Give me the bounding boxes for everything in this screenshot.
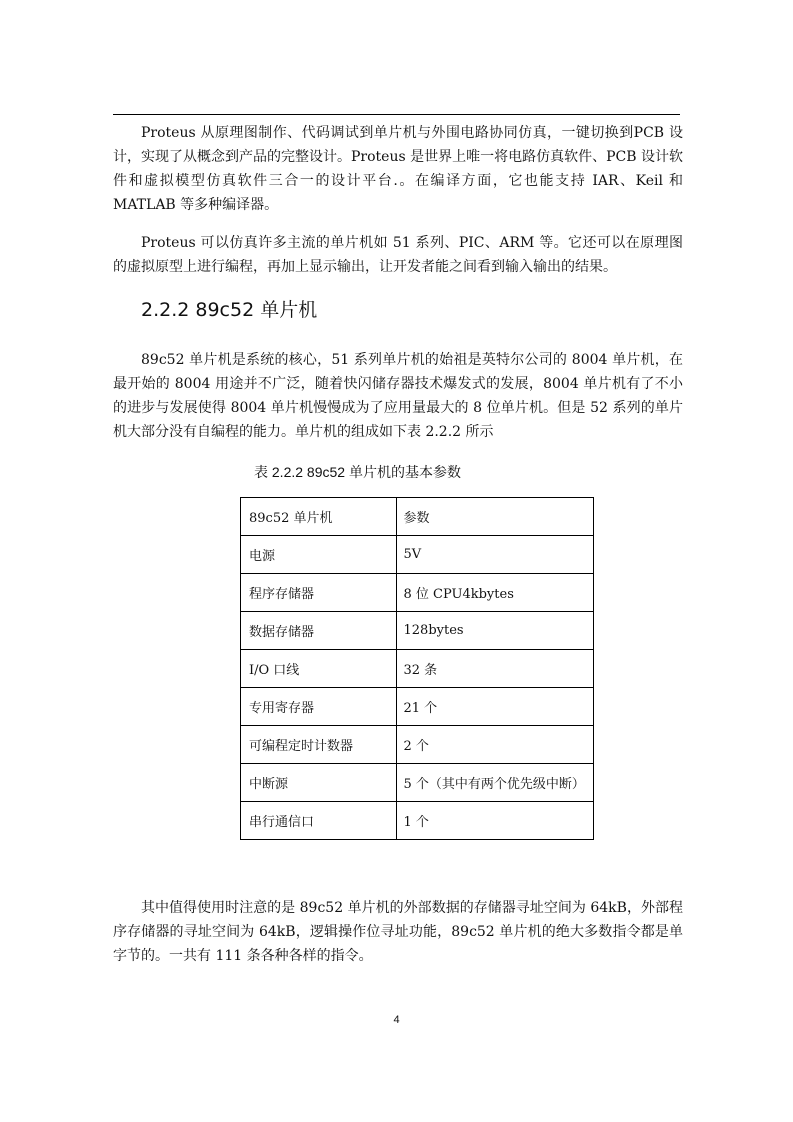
table-cell-label: 电源 bbox=[241, 536, 397, 574]
table-cell-value: 32 条 bbox=[396, 650, 594, 688]
section-heading: 2.2.2 89c52 单片机 bbox=[141, 299, 318, 321]
table-cell-label: 89c52 单片机 bbox=[241, 498, 397, 536]
table-row bbox=[241, 726, 594, 764]
table-row bbox=[241, 650, 594, 688]
table-cell-label: 中断源 bbox=[241, 764, 397, 802]
parameter-table bbox=[240, 497, 594, 840]
table-row bbox=[241, 764, 594, 802]
table-cell-value: 1 个 bbox=[396, 802, 594, 840]
page-number: 4 bbox=[393, 1014, 400, 1026]
table-row bbox=[241, 536, 594, 574]
table-row bbox=[241, 498, 594, 536]
paragraph-proteus-mcu: Proteus 可以仿真许多主流的单片机如 51 系列、PIC、ARM 等。它还可以在原理图的虚拟原型上进行编程，再加上显示输出，让开发者能之间看到输入输出的结果。 bbox=[113, 235, 683, 275]
table-cell-label: I/O 口线 bbox=[241, 650, 397, 688]
table-cell-value: 128bytes bbox=[396, 612, 594, 650]
table-cell-value: 21 个 bbox=[396, 688, 594, 726]
paragraph-mcu-notes: 其中值得使用时注意的是 89c52 单片机的外部数据的存储器寻址空间为 64kB，外部程序存储器的寻址空间为 64kB，逻辑操作位寻址功能，89c52 单片机的绝大多数指令都是单字节的。一共有 111 条各种各样的指令。 bbox=[113, 900, 683, 964]
header-rule bbox=[113, 114, 680, 115]
table-cell-value: 参数 bbox=[396, 498, 594, 536]
table-row bbox=[241, 688, 594, 726]
table-cell-label: 可编程定时计数器 bbox=[241, 726, 397, 764]
paragraph-proteus-intro: Proteus 从原理图制作、代码调试到单片机与外围电路协同仿真，一键切换到PCB 设计，实现了从概念到产品的完整设计。Proteus 是世界上唯一将电路仿真软件、PCB 设计软件和虚拟模型仿真软件三合一的设计平台.。在编译方面，它也能支持 IAR、Keil 和 MATLAB 等多种编译器。 bbox=[113, 125, 683, 213]
table-cell-label: 程序存储器 bbox=[241, 574, 397, 612]
paragraph-mcu-intro: 89c52 单片机是系统的核心，51 系列单片机的始祖是英特尔公司的 8004 单片机，在最开始的 8004 用途并不广泛，随着快闪储存器技术爆发式的发展，8004 单片机有了不小的进步与发展使得 8004 单片机慢慢成为了应用量最大的 8 位单片机。但是 52 系列的单片机大部分没有自编程的能力。单片机的组成如下表 2.2.2 所示 bbox=[113, 352, 683, 440]
table-row bbox=[241, 802, 594, 840]
table-cell-value: 5 个（其中有两个优先级中断） bbox=[396, 764, 594, 802]
table-cell-label: 专用寄存器 bbox=[241, 688, 397, 726]
table-cell-value: 8 位 CPU4kbytes bbox=[396, 574, 594, 612]
table-row bbox=[241, 574, 594, 612]
table-cell-value: 2 个 bbox=[396, 726, 594, 764]
table-caption: 表 2.2.2 89c52 单片机的基本参数 bbox=[254, 464, 461, 480]
table-cell-value: 5V bbox=[396, 536, 594, 574]
table-cell-label: 串行通信口 bbox=[241, 802, 397, 840]
table-cell-label: 数据存储器 bbox=[241, 612, 397, 650]
table-row bbox=[241, 612, 594, 650]
